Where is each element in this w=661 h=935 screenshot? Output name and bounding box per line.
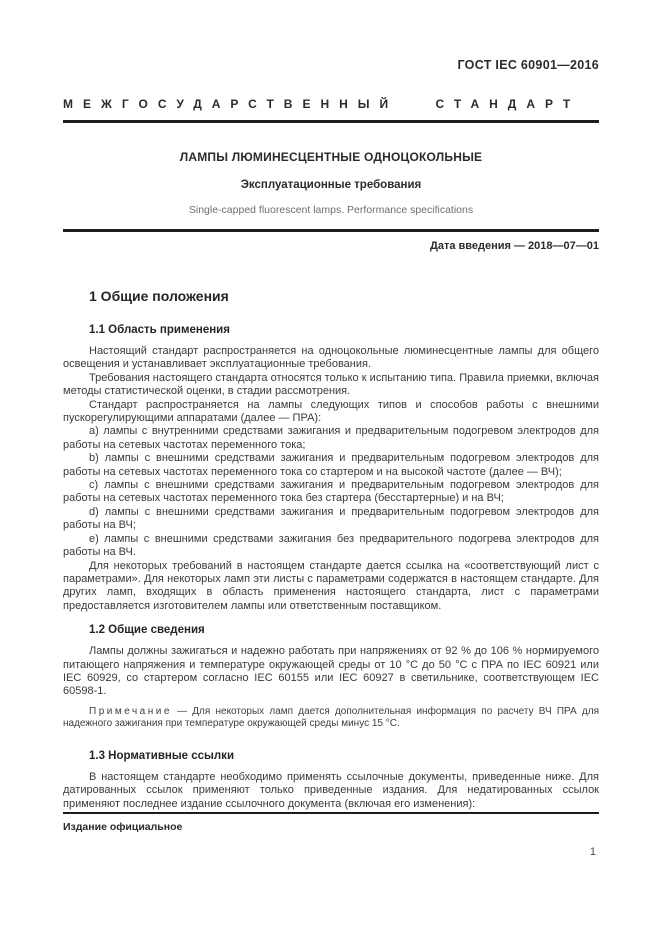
effective-date: Дата введения — 2018—07—01 — [430, 240, 599, 252]
general-note — [63, 706, 599, 731]
document-title-en: Single-capped fluorescent lamps. Performance specifications — [188, 204, 474, 216]
title-rule — [63, 229, 599, 232]
doc-code: ГОСТ IEC 60901—2016 — [457, 58, 599, 72]
section-1-1-heading: 1.1 Область применения — [89, 324, 230, 336]
page-number: 1 — [589, 846, 596, 858]
document-title-ru: ЛАМПЫ ЛЮМИНЕСЦЕНТНЫЕ ОДНОЦОКОЛЬНЫЕ — [179, 150, 483, 164]
edition-note: Издание официальное — [63, 821, 183, 833]
scope-list-item-e: e) лампы с внешними средствами зажигания без предварительного подогрева электродов для работы на ВЧ. — [63, 532, 599, 559]
scope-paragraph: Стандарт распространяется на лампы следующих типов и способов работы с внешними пускорегулирующими аппаратами (далее — ПРА): — [63, 398, 599, 425]
scope-list-item-a: a) лампы с внутренними средствами зажигания и предварительным подогревом электродов для работы на сетевых частотах переменного тока; — [63, 425, 599, 451]
document-subtitle-ru: Эксплуатационные требования — [240, 179, 422, 191]
header-rule — [63, 120, 599, 123]
references-paragraph: В настоящем стандарте необходимо применять ссылочные документы, приведенные ниже. Для датированных ссылок применяют только приведенные издания. Для недатированных ссылок применяют последнее издание ссылочного документа (включая его изменения): — [63, 770, 599, 810]
section-1 — [63, 288, 599, 811]
scope-list-item-b: b) лампы с внешними средствами зажигания и предварительным подогревом электродов для работы на сетевых частотах переменного тока со стартером и на высокой частоте (далее — ВЧ); — [63, 452, 599, 478]
section-1-3-references — [63, 750, 599, 811]
section-1-heading: 1 Общие положения — [89, 288, 229, 304]
note-label: Примечание — [89, 705, 172, 717]
scope-list-item-c: c) лампы с внешними средствами зажигания и предварительным подогревом электродов для работы на сетевых частотах переменного тока без стартера (бесстартерные) и на ВЧ; — [63, 479, 599, 505]
section-1-3-heading: 1.3 Нормативные ссылки — [89, 749, 235, 762]
scope-list-item-d: d) лампы с внешними средствами зажигания и предварительным подогревом электродов для работы на ВЧ; — [63, 505, 599, 532]
general-paragraph: Лампы должны зажигаться и надежно работать при напряжениях от 92 % до 106 % нормируемого питающего напряжения и температуре окружающей среды от 10 °С до 50 °С с ПРА по IEC 60921 или IEC 60929, со стартером согласно IEC 60155 или IEC 60927 в светильнике, соответствующем IEC 60598-1. — [63, 645, 599, 698]
page-footer — [63, 812, 599, 858]
note-text: — Для некоторых ламп дается дополнительная информация по расчету ВЧ ПРА для надежного зажигания при температуре окружающей среды минус 15 °С. — [63, 705, 599, 730]
section-1-2-heading: 1.2 Общие сведения — [89, 624, 205, 637]
scope-paragraph: Требования настоящего стандарта относятся только к испытанию типа. Правила приемки, включая методы статистической оценки, в стадии рассмотрения. — [63, 371, 599, 398]
standard-type-heading: МЕЖГОСУДАРСТВЕННЫЙ СТАНДАРТ — [63, 97, 581, 111]
scope-paragraph: Настоящий стандарт распространяется на одноцокольные люминесцентные лампы для общего освещения и устанавливает эксплуатационные требования. — [63, 345, 599, 371]
section-1-1-scope — [63, 324, 599, 613]
section-1-2-general — [63, 624, 599, 731]
scope-paragraph: Для некоторых требований в настоящем стандарте дается ссылка на «соответствующий лист с параметрами». Для некоторых ламп эти листы с параметрами содержатся в настоящем стандарте. Для других ламп, входящих в область применения настоящего стандарта, лист с параметрами предоставляется изготовителем лампы или ответственным поставщиком. — [63, 559, 599, 612]
